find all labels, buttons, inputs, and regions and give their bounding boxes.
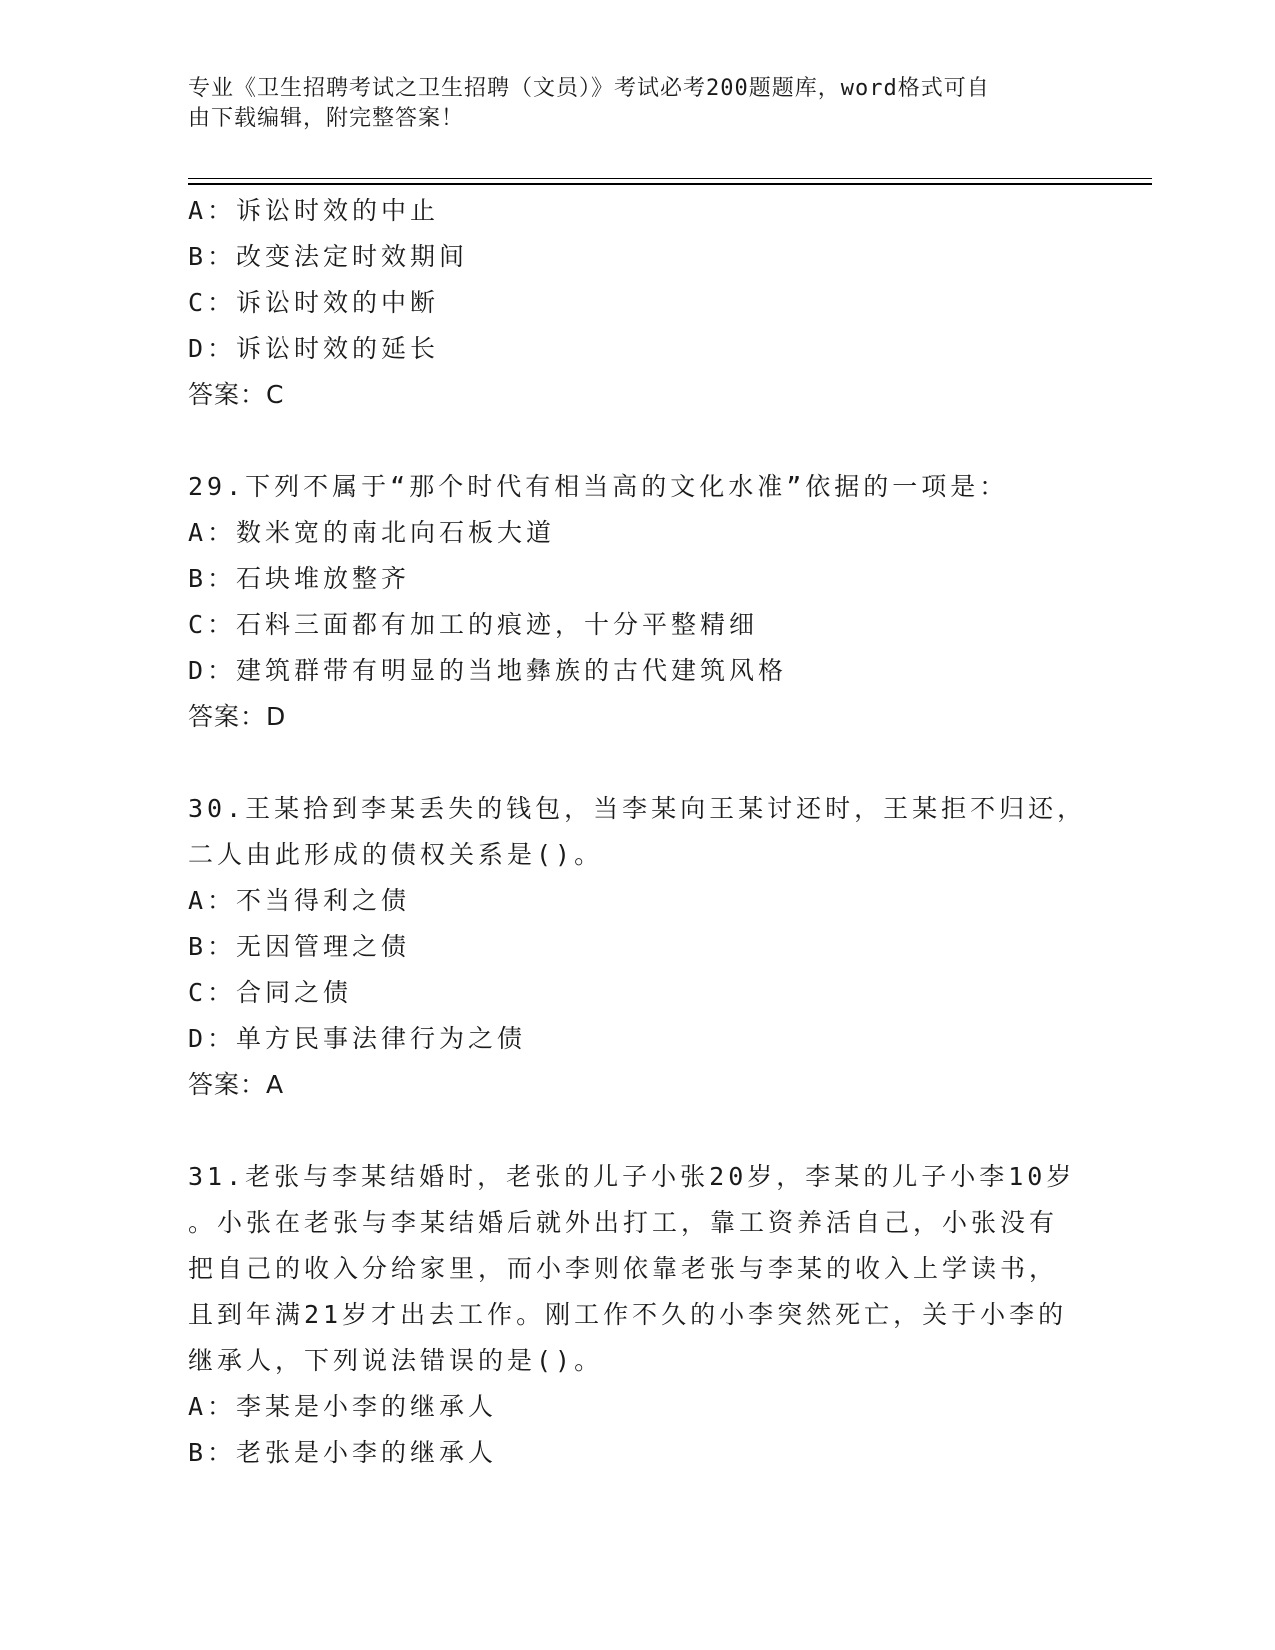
spacer [188, 418, 1088, 464]
option-a: A：诉讼时效的中止 [188, 196, 440, 225]
question-text-line-2: 二人由此形成的债权关系是()。 [188, 840, 604, 869]
header-line-1: 专业《卫生招聘考试之卫生招聘（文员）》考试必考200题题库，word格式可自 [188, 76, 990, 101]
question-text-line-5: 继承人，下列说法错误的是()。 [188, 1346, 604, 1375]
question-31 [188, 1154, 1088, 1476]
answer-line: 答案：D [188, 702, 287, 731]
option-a: A：不当得利之债 [188, 886, 411, 915]
answer-line: 答案：C [188, 380, 285, 409]
option-b: B：无因管理之债 [188, 932, 411, 961]
question-text-line-3: 把自己的收入分给家里，而小李则依靠老张与李某的收入上学读书， [188, 1254, 1059, 1283]
spacer [188, 740, 1088, 786]
question-29 [188, 464, 1088, 740]
header-line-2: 由下载编辑，附完整答案！ [188, 106, 465, 131]
option-b: B：老张是小李的继承人 [188, 1438, 498, 1467]
option-c: C：石料三面都有加工的痕迹，十分平整精细 [188, 610, 759, 639]
option-b: B：石块堆放整齐 [188, 564, 411, 593]
option-d: D：诉讼时效的延长 [188, 334, 440, 363]
option-b: B：改变法定时效期间 [188, 242, 469, 271]
header-rule-thick [188, 183, 1152, 185]
document-body [188, 188, 1088, 1476]
option-c: C：合同之债 [188, 978, 353, 1007]
spacer [188, 1108, 1088, 1154]
header-rule-thin [188, 178, 1152, 179]
question-text: 29.下列不属于“那个时代有相当高的文化水准”依据的一项是： [188, 472, 1009, 501]
question-28-continued [188, 188, 1088, 418]
question-text-line-4: 且到年满21岁才出去工作。刚工作不久的小李突然死亡，关于小李的 [188, 1300, 1068, 1329]
question-30 [188, 786, 1088, 1108]
option-a: A：数米宽的南北向石板大道 [188, 518, 556, 547]
option-d: D：单方民事法律行为之债 [188, 1024, 527, 1053]
answer-line: 答案：A [188, 1070, 285, 1099]
option-c: C：诉讼时效的中断 [188, 288, 440, 317]
option-a: A：李某是小李的继承人 [188, 1392, 498, 1421]
question-text-line-1: 31.老张与李某结婚时，老张的儿子小张20岁，李某的儿子小李10岁 [188, 1162, 1076, 1191]
question-text-line-2: 。小张在老张与李某结婚后就外出打工，靠工资养活自己，小张没有 [188, 1208, 1059, 1237]
document-header [188, 74, 1088, 134]
option-d: D：建筑群带有明显的当地彝族的古代建筑风格 [188, 656, 788, 685]
question-text-line-1: 30.王某拾到李某丢失的钱包，当李某向王某讨还时，王某拒不归还， [188, 794, 1087, 823]
